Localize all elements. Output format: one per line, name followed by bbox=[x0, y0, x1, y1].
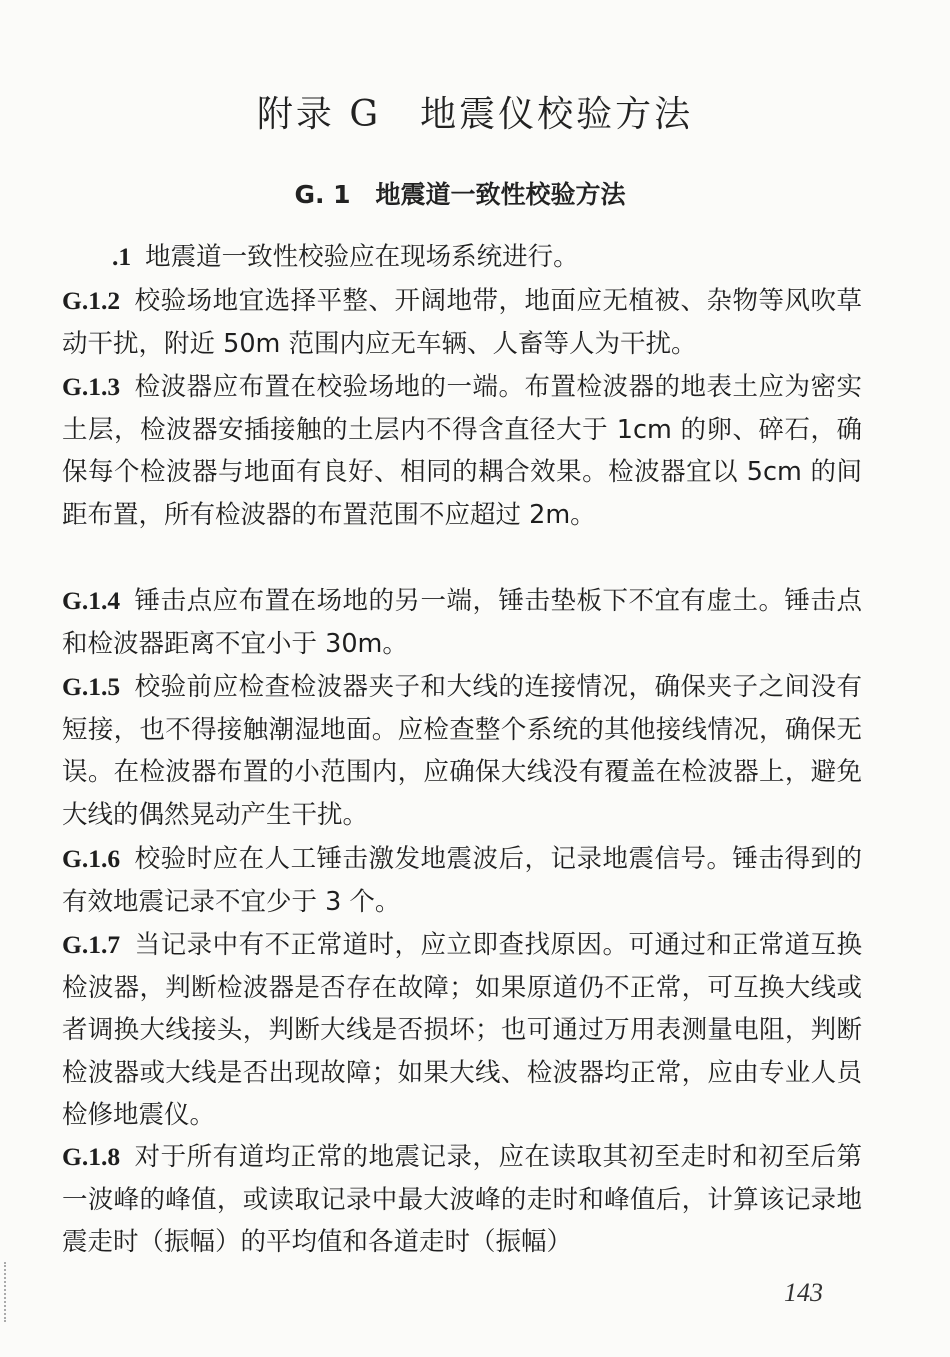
clause-text: 当记录中有不正常道时，应立即查找原因。可通过和正常道互换检波器，判断检波器是否存在故障；如果原道仍不正常，可互换大线或者调换大线接头，判断大线是否损坏；也可通过万用表测量电阻，判断检波器或大线是否出现故障；如果大线、检波器均正常，应由专业人员检修地震仪。 bbox=[62, 930, 862, 1130]
clause-number: G.1.6 bbox=[62, 844, 121, 873]
section-title: G. 1 地震道一致性校验方法 bbox=[294, 180, 626, 209]
clause-g-1-3 bbox=[62, 366, 862, 536]
appendix-title: 附录 G 地震仪校验方法 bbox=[256, 94, 694, 135]
clause-text: 对于所有道均正常的地震记录，应在读取其初至走时和初至后第一波峰的峰值，或读取记录中最大波峰的走时和峰值后，计算该记录地震走时（振幅）的平均值和各道走时（振幅） bbox=[62, 1142, 862, 1257]
clause-number: .1 bbox=[112, 242, 132, 271]
scan-margin-mark bbox=[4, 1262, 8, 1322]
clause-g-1-7 bbox=[62, 924, 862, 1137]
clause-number: G.1.8 bbox=[62, 1142, 121, 1171]
clause-text: 锤击点应布置在场地的另一端，锤击垫板下不宜有虚土。锤击点和检波器距离不宜小于 30m。 bbox=[62, 586, 862, 659]
clause-g-1-2 bbox=[62, 280, 862, 365]
clause-text: 校验时应在人工锤击激发地震波后，记录地震信号。锤击得到的有效地震记录不宜少于 3 个。 bbox=[62, 844, 862, 917]
clause-g-1-8 bbox=[62, 1136, 862, 1264]
clause-number: G.1.2 bbox=[62, 286, 121, 315]
clause-text: 校验场地宜选择平整、开阔地带，地面应无植被、杂物等风吹草动干扰，附近 50m 范围内应无车辆、人畜等人为干扰。 bbox=[62, 286, 862, 359]
clause-number: G.1.4 bbox=[62, 586, 121, 615]
clause-number: G.1.3 bbox=[62, 372, 121, 401]
clause-g-1-1 bbox=[112, 236, 862, 279]
clause-number: G.1.7 bbox=[62, 930, 121, 959]
clause-text: 检波器应布置在校验场地的一端。布置检波器的地表土应为密实土层，检波器安插接触的土层内不得含直径大于 1cm 的卵、碎石，确保每个检波器与地面有良好、相同的耦合效果。检波器宜以 5cm 的间距布置，所有检波器的布置范围不应超过 2m。 bbox=[62, 372, 862, 530]
clause-g-1-6 bbox=[62, 838, 862, 923]
clause-text: 校验前应检查检波器夹子和大线的连接情况，确保夹子之间没有短接，也不得接触潮湿地面。应检查整个系统的其他接线情况，确保无误。在检波器布置的小范围内，应确保大线没有覆盖在检波器上，避免大线的偶然晃动产生干扰。 bbox=[62, 672, 862, 830]
clause-text: 地震道一致性校验应在现场系统进行。 bbox=[145, 242, 579, 272]
page-number: 143 bbox=[784, 1278, 823, 1307]
clause-g-1-4 bbox=[62, 580, 862, 665]
clause-g-1-5 bbox=[62, 666, 862, 836]
clause-number: G.1.5 bbox=[62, 672, 121, 701]
